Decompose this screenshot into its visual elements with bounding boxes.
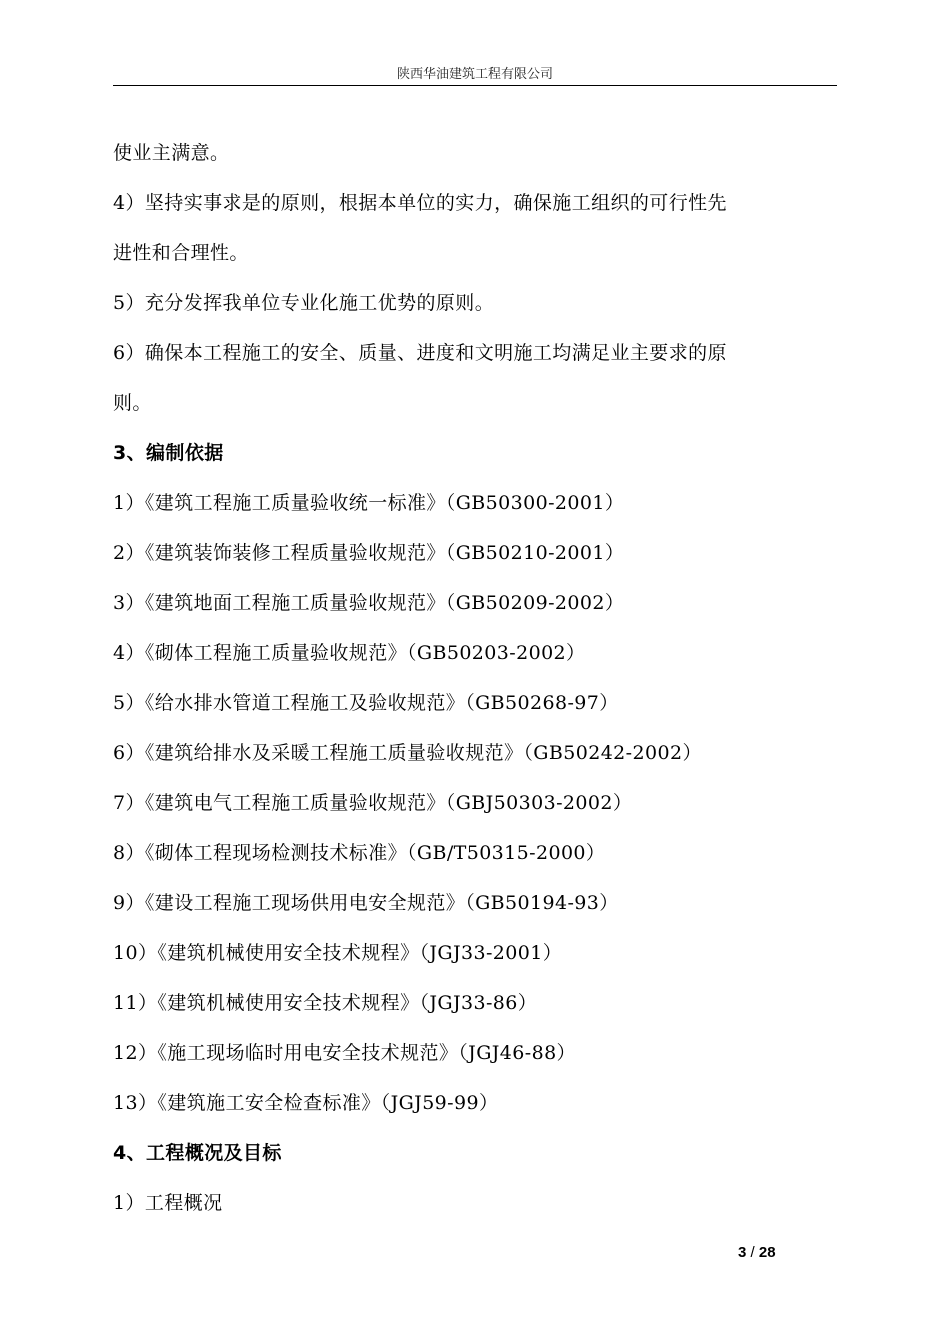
section-heading: 4、工程概况及目标 <box>113 1142 282 1164</box>
list-item: 8）《砌体工程现场检测技术标准》（GB/T50315-2000） <box>113 842 606 864</box>
current-page: 3 <box>738 1244 747 1261</box>
header-rule <box>113 85 837 86</box>
list-item: 4）《砌体工程施工质量验收规范》（GB50203-2002） <box>113 642 586 664</box>
paragraph-line: 5）充分发挥我单位专业化施工优势的原则。 <box>113 292 495 314</box>
list-item: 2）《建筑装饰装修工程质量验收规范》（GB50210-2001） <box>113 542 625 564</box>
paragraph-line: 使业主满意。 <box>113 142 230 164</box>
list-item: 11）《建筑机械使用安全技术规程》（JGJ33-86） <box>113 992 538 1014</box>
paragraph-line: 1）工程概况 <box>113 1192 223 1214</box>
list-item: 7）《建筑电气工程施工质量验收规范》（GBJ50303-2002） <box>113 792 633 814</box>
paragraph-line: 则。 <box>113 392 152 414</box>
list-item: 9）《建设工程施工现场供用电安全规范》（GB50194-93） <box>113 892 619 914</box>
list-item: 3）《建筑地面工程施工质量验收规范》（GB50209-2002） <box>113 592 625 614</box>
list-item: 1）《建筑工程施工质量验收统一标准》（GB50300-2001） <box>113 492 625 514</box>
list-item: 13）《建筑施工安全检查标准》（JGJ59-99） <box>113 1092 499 1114</box>
page-separator: / <box>750 1244 755 1261</box>
page-header: 陕西华油建筑工程有限公司 <box>396 67 553 82</box>
list-item: 10）《建筑机械使用安全技术规程》（JGJ33-2001） <box>113 942 563 964</box>
page-number <box>738 1244 776 1261</box>
total-pages: 28 <box>758 1244 776 1261</box>
paragraph-line: 进性和合理性。 <box>113 242 249 264</box>
paragraph-line: 4）坚持实事求是的原则，根据本单位的实力，确保施工组织的可行性先 <box>113 192 727 214</box>
document-body <box>113 128 837 1228</box>
list-item: 6）《建筑给排水及采暖工程施工质量验收规范》（GB50242-2002） <box>113 742 702 764</box>
list-item: 12）《施工现场临时用电安全技术规范》（JGJ46-88） <box>113 1042 576 1064</box>
list-item: 5）《给水排水管道工程施工及验收规范》（GB50268-97） <box>113 692 619 714</box>
paragraph-line: 6）确保本工程施工的安全、质量、进度和文明施工均满足业主要求的原 <box>113 342 727 364</box>
section-heading: 3、编制依据 <box>113 442 224 464</box>
